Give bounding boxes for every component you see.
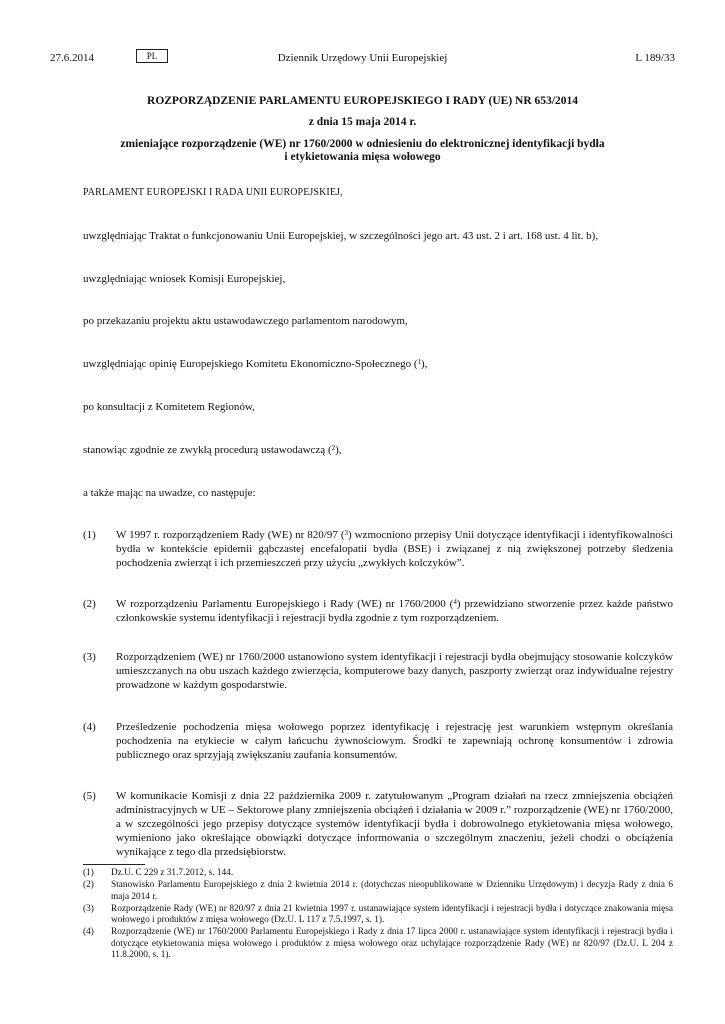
footnotes: [83, 868, 673, 962]
footnote-text: Stanowisko Parlamentu Europejskiego z dnia 2 kwietnia 2014 r. (dotychczas nieopublikowane w Dzienniku Urzędowym) i decyzja Rady z dnia 6 maja 2014 r.: [111, 880, 673, 902]
footnote: [83, 904, 673, 927]
recital-number: (1): [83, 529, 96, 541]
preamble-text: stanowiąc zgodnie ze zwykłą procedurą ustawodawczą (: [83, 444, 332, 456]
preamble-text: ),: [421, 358, 428, 370]
recital-text-part: ) przewidziano stworzenie przez każde państwo członkowskie systemu identyfikacji i rejestracji bydła zgodnie z tym rozporządzeniem.: [116, 598, 673, 624]
regulation-date: z dnia 15 maja 2014 r.: [308, 116, 417, 128]
preamble-text: uwzględniając opinię Europejskiego Komitetu Ekonomiczno-Społecznego (: [83, 358, 418, 370]
recital-text: [116, 597, 673, 625]
page-number: L 189/33: [635, 52, 675, 64]
preamble-paragraph: [83, 443, 673, 457]
preamble-paragraph: [83, 357, 673, 371]
recital-text: Prześledzenie pochodzenia mięsa wołowego poprzez identyfikację i rejestrację jest warunkiem wstępnym określania pochodzenia na etykiecie w całym łańcuchu żywnościowym. Środki te zapewniają ochronę konsumentów i zdrowia publicznego oraz sprzyjają zwiększaniu zaufania konsumentów.: [116, 721, 673, 761]
recital-number: (2): [83, 598, 96, 610]
recital-text-part: W rozporządzeniu Parlamentu Europejskiego i Rady (WE) nr 1760/2000 (: [116, 598, 454, 610]
publication-date: 27.6.2014: [50, 52, 94, 64]
footnote-text: Rozporządzenie Rady (WE) nr 820/97 z dnia 21 kwietnia 1997 r. ustanawiające system identyfikacji i rejestracji bydła i dotyczące znakowania mięsa wołowego i produktów z mięsa wołowego (Dz.U. L 117 z 7.5.1997, s. 1).: [111, 903, 673, 926]
regulation-subject-line-2: i etykietowania mięsa wołowego: [284, 151, 441, 163]
recital-number: (5): [83, 790, 96, 802]
recital-text-part: ) wzmocniono przepisy Unii dotyczące identyfikacji i identyfikowalności bydła w kontekście epidemii gąbczastej encefalopatii bydła (BSE) i związanej z nią zwiększonej potrzeby śledzenia pochodzenia zwierząt i ich przemieszczeń przy użyciu „zwykłych kolczyków”.: [116, 529, 673, 569]
recital-number: (4): [83, 721, 96, 733]
document-title: [50, 95, 675, 164]
footnote: [83, 868, 673, 879]
footnote-number: (4): [83, 927, 94, 938]
footnote-ref[interactable]: 1: [417, 358, 421, 366]
preamble-paragraph: uwzględniając wniosek Komisji Europejskiej,: [83, 273, 286, 285]
regulation-title: ROZPORZĄDZENIE PARLAMENTU EUROPEJSKIEGO I RADY (UE) NR 653/2014: [147, 95, 578, 107]
footnote-divider: [83, 864, 145, 865]
page-header: [50, 52, 675, 68]
footnote-ref[interactable]: 2: [331, 444, 336, 452]
preamble-paragraph: uwzględniając Traktat o funkcjonowaniu Unii Europejskiej, w szczególności jego art. 43 ust. 2 i art. 168 ust. 4 lit. b),: [83, 230, 599, 242]
preamble-text: ),: [335, 444, 342, 456]
footnote: [83, 880, 673, 903]
preamble-authority: PARLAMENT EUROPEJSKI I RADA UNII EUROPEJSKIEJ,: [83, 187, 343, 198]
recital-number: (3): [83, 651, 96, 663]
recital-text-part: W 1997 r. rozporządzeniem Rady (WE) nr 820/97 (: [116, 529, 345, 541]
regulation-subject-line-1: zmieniające rozporządzenie (WE) nr 1760/2000 w odniesieniu do elektronicznej identyfikacji bydła: [120, 138, 605, 150]
footnote-number: (3): [83, 903, 94, 914]
language-badge: PL: [136, 49, 168, 63]
footnote-text: Dz.U. C 229 z 31.7.2012, s. 144.: [111, 868, 234, 878]
recital-text: [116, 528, 673, 570]
preamble-paragraph: po przekazaniu projektu aktu ustawodawczego parlamentom narodowym,: [83, 315, 408, 327]
preamble-paragraph: po konsultacji z Komitetem Regionów,: [83, 401, 255, 413]
footnote-text: Rozporządzenie (WE) nr 1760/2000 Parlamentu Europejskiego i Rady z dnia 17 lipca 2000 r. ustanawiające system identyfikacji i rejestracji bydła i dotyczące etykietowania mięsa wołowego i produktów z mięsa wołowego oraz uchylające rozporządzenie Rady (WE) nr 820/97 (Dz.U. L 204 z 11.8.2000, s. 1).: [111, 927, 673, 961]
recital-text: W komunikacie Komisji z dnia 22 października 2009 r. zatytułowanym „Program działań na rzecz zmniejszenia obciążeń administracyjnych w UE – Sektorowe plany zmniejszenia obciążeń i działania w 2009 r.” rozporządzenie (WE) nr 1760/2000, a w szczególności jego przepisy dotyczące systemów identyfikacji bydła i dobrowolnego etykietowania mięsa wołowego, wymieniono jako określające obowiązki dotyczące informowania o szczególnym znaczeniu, jeżeli chodzi o obciążenia wynikające z tego dla przedsiębiorstw.: [116, 790, 673, 858]
footnote-ref[interactable]: 4: [453, 598, 457, 606]
footnote: [83, 927, 673, 961]
footnote-number: (2): [83, 880, 94, 891]
recital-text: Rozporządzeniem (WE) nr 1760/2000 ustanowiono system identyfikacji i rejestracji bydła obejmujący stosowanie kolczyków umieszczanych na obu uszach każdego zwierzęcia, komputerowe bazy danych, paszporty zwierząt oraz indywidualne rejestry prowadzone w każdym gospodarstwie.: [116, 651, 673, 691]
journal-title: Dziennik Urzędowy Unii Europejskiej: [277, 52, 448, 64]
footnote-number: (1): [83, 868, 94, 878]
preamble-paragraph: a także mając na uwadze, co następuje:: [83, 487, 256, 499]
footnote-ref[interactable]: 3: [344, 529, 348, 537]
